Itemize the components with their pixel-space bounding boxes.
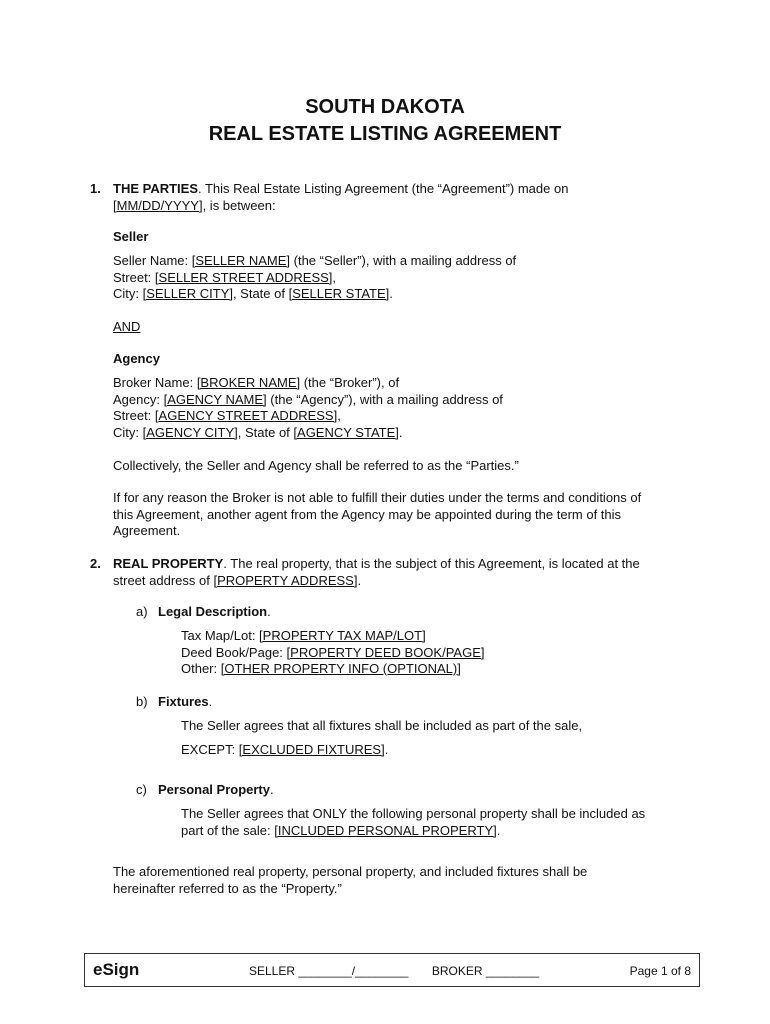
property-address-field[interactable]: [PROPERTY ADDRESS]	[213, 572, 358, 588]
collective-parties-text: Collectively, the Seller and Agency shall be referred to as the “Parties.”	[113, 458, 519, 473]
broker-name-field[interactable]: [BROKER NAME]	[196, 375, 301, 390]
agency-heading: Agency	[113, 351, 160, 366]
document-title: REAL ESTATE LISTING AGREEMENT	[208, 123, 562, 145]
agency-city-field[interactable]: [AGENCY CITY]	[142, 424, 238, 440]
property-definition-paragraph: The aforementioned real property, personal property, and included fixtures shall be hereinafter referred to as the “Property.”	[113, 864, 588, 896]
page-number: Page 1 of 8	[629, 964, 691, 978]
agreement-date-field[interactable]: [MM/DD/YYYY]	[113, 197, 203, 213]
agency-state-field[interactable]: [AGENCY STATE]	[293, 424, 399, 440]
legal-description-details: Tax Map/Lot: [PROPERTY TAX MAP/LOT] Deed Book/Page: [PROPERTY DEED BOOK/PAGE] Other: [OTHER PROPERTY INFO (OPTIONAL)]	[181, 628, 485, 676]
broker-initials[interactable]: BROKER ________	[431, 964, 540, 978]
deed-book-field[interactable]: [PROPERTY DEED BOOK/PAGE]	[286, 644, 485, 660]
signature-initials	[249, 963, 539, 980]
seller-name-field[interactable]: [SELLER NAME]	[191, 253, 291, 268]
fixtures-text: The Seller agrees that all fixtures shall be included as part of the sale,	[181, 718, 583, 733]
seller-details: Seller Name: [SELLER NAME] (the “Seller”), with a mailing address of Street: [SELLER STREET ADDRESS], City: [SELLER CITY], State of [SELLER STATE].	[113, 253, 517, 301]
and-separator: AND	[113, 319, 141, 334]
personal-property-text: The Seller agrees that ONLY the following personal property shall be included as part of the sale: [INCLUDED PERSONAL PROPERTY].	[181, 806, 646, 838]
section-2-number: 2.	[90, 556, 101, 571]
agency-street-field[interactable]: [AGENCY STREET ADDRESS]	[154, 408, 338, 423]
page-footer	[84, 953, 700, 987]
personal-property-heading: Personal Property.	[158, 782, 274, 797]
included-personal-property-field[interactable]: [INCLUDED PERSONAL PROPERTY]	[274, 822, 497, 838]
excluded-fixtures-field[interactable]: [EXCLUDED FIXTURES]	[238, 742, 385, 757]
section-1-intro: THE PARTIES. This Real Estate Listing Agreement (the “Agreement”) made on [MM/DD/YYYY], is between:	[113, 181, 569, 213]
tax-map-field[interactable]: [PROPERTY TAX MAP/LOT]	[259, 628, 426, 643]
subsection-b-label: b)	[136, 694, 148, 709]
subsection-c-label: c)	[136, 782, 147, 797]
broker-substitution-paragraph: If for any reason the Broker is not able to fulfill their duties under the terms and conditions of this Agreement, another agent from the Agency may be appointed during the term of this Agreement.	[113, 490, 642, 538]
section-2-heading: REAL PROPERTY	[113, 556, 224, 571]
seller-street-field[interactable]: [SELLER STREET ADDRESS]	[154, 269, 333, 285]
fixtures-heading: Fixtures.	[158, 694, 213, 709]
seller-state-field[interactable]: [SELLER STATE]	[288, 286, 390, 301]
seller-city-field[interactable]: [SELLER CITY]	[142, 286, 233, 301]
excluded-fixtures-line: EXCEPT: [EXCLUDED FIXTURES].	[181, 742, 389, 757]
section-2-intro: REAL PROPERTY. The real property, that is the subject of this Agreement, is located at the street address of [PROPERTY ADDRESS].	[113, 556, 640, 588]
subsection-a-label: a)	[136, 604, 148, 619]
section-1-number: 1.	[90, 181, 101, 196]
esign-logo: eSign	[93, 960, 140, 979]
document-title-state: SOUTH DAKOTA	[305, 96, 465, 118]
legal-description-heading: Legal Description.	[158, 604, 271, 619]
seller-initials[interactable]: SELLER ________/________	[249, 964, 409, 978]
other-property-field[interactable]: [OTHER PROPERTY INFO (OPTIONAL)]	[220, 661, 461, 676]
section-1-heading: THE PARTIES	[113, 181, 198, 196]
agency-details: Broker Name: [BROKER NAME] (the “Broker”), of Agency: [AGENCY NAME] (the “Agency”), with a mailing address of Street: [AGENCY STREET ADDRESS], City: [AGENCY CITY], State of [AGENCY STATE].	[113, 375, 503, 440]
agency-name-field[interactable]: [AGENCY NAME]	[163, 391, 267, 407]
seller-heading: Seller	[113, 229, 149, 244]
